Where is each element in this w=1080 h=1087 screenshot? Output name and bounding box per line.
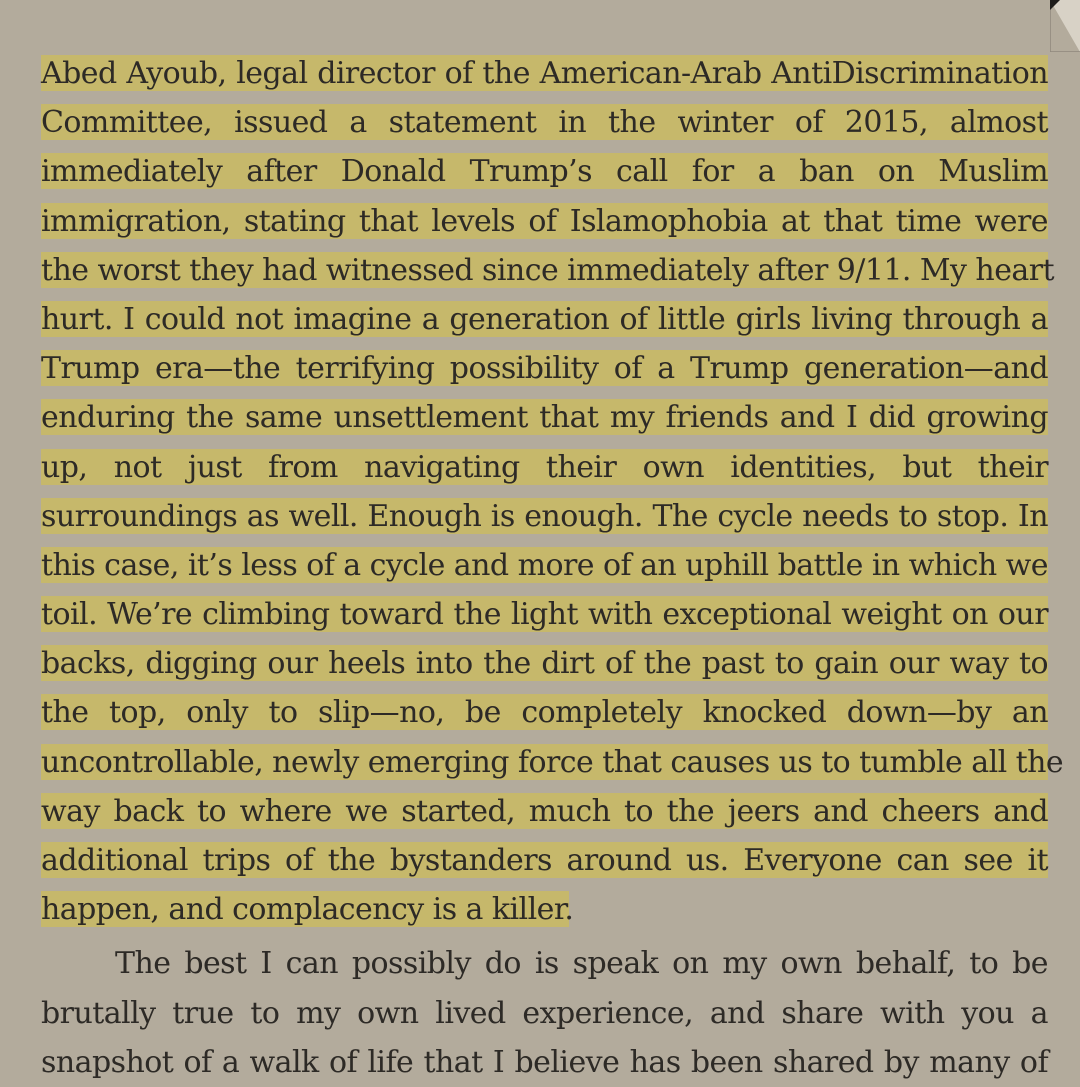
text-line: snapshot of a walk of life that I believe has been shared by many of (41, 1044, 1048, 1080)
highlighted-line[interactable]: toil. We’re climbing toward the light with exceptional weight on our (41, 597, 1048, 633)
highlighted-line[interactable]: enduring the same unsettlement that my friends and I did growing (41, 400, 1048, 436)
highlighted-line[interactable]: hurt. I could not imagine a generation of little girls living through a (41, 301, 1048, 337)
highlighted-line[interactable]: the worst they had witnessed since immediately after 9/11. My heart (41, 252, 1055, 288)
highlighted-line-last[interactable]: happen, and complacency is a killer. (41, 892, 574, 928)
highlighted-paragraph[interactable] (41, 49, 1064, 934)
highlighted-line[interactable]: the top, only to slip—no, be completely knocked down—by an (41, 695, 1048, 731)
highlighted-line[interactable]: immigration, stating that levels of Islamophobia at that time were (41, 203, 1048, 239)
reader-text (41, 49, 1064, 1087)
highlighted-line[interactable]: up, not just from navigating their own identities, but their (41, 449, 1048, 485)
highlighted-line[interactable]: this case, it’s less of a cycle and more of an uphill battle in which we (41, 547, 1048, 583)
highlighted-line[interactable]: Abed Ayoub, legal director of the American-Arab AntiDiscrimination (41, 56, 1048, 91)
highlighted-line[interactable]: immediately after Donald Trump’s call for a ban on Muslim (41, 154, 1048, 190)
highlighted-line[interactable]: surroundings as well. Enough is enough. The cycle needs to stop. In (41, 498, 1048, 534)
highlighted-line[interactable]: way back to where we started, much to the jeers and cheers and (41, 793, 1048, 829)
text-line: brutally true to my own lived experience, and share with you a (41, 995, 1048, 1031)
highlighted-line[interactable]: Committee, issued a statement in the winter of 2015, almost (41, 105, 1048, 141)
highlighted-line[interactable]: Trump era—the terrifying possibility of a Trump generation—and (41, 351, 1048, 387)
highlighted-line[interactable]: backs, digging our heels into the dirt of the past to gain our way to (41, 646, 1048, 682)
page-curl-icon[interactable] (1050, 0, 1080, 52)
highlighted-line[interactable]: uncontrollable, newly emerging force that causes us to tumble all the (41, 744, 1064, 780)
text-line: The best I can possibly do is speak on my own behalf, to be (115, 946, 1048, 982)
plain-paragraph (41, 939, 1048, 1087)
highlighted-line[interactable]: additional trips of the bystanders around us. Everyone can see it (41, 843, 1048, 878)
